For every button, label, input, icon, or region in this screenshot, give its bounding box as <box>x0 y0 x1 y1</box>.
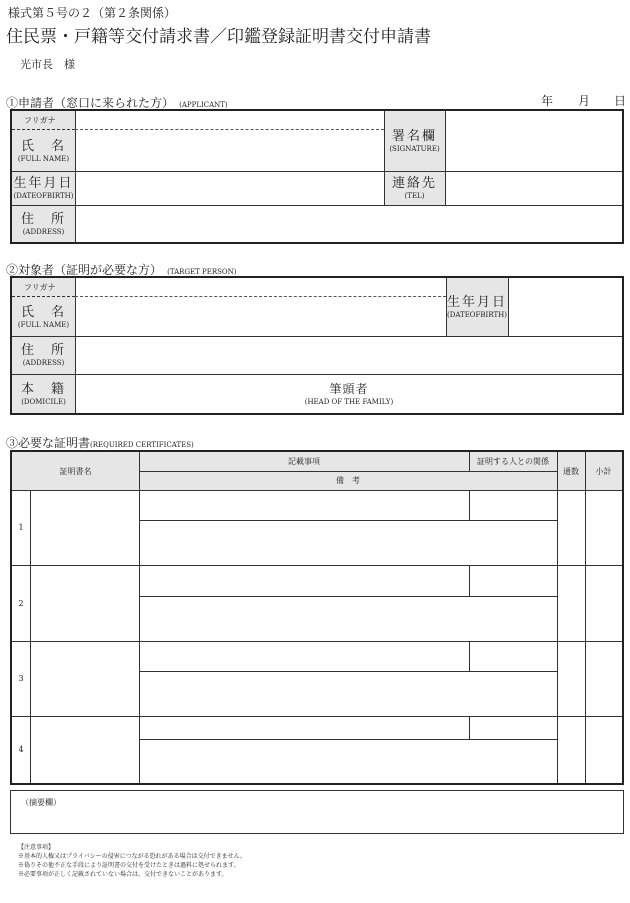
row-number: 2 <box>18 598 24 608</box>
certificates-table <box>10 450 624 785</box>
cert-subtotal-field[interactable] <box>586 566 622 641</box>
date-month-label: 月 <box>578 94 591 108</box>
cert-name-field[interactable] <box>31 717 139 783</box>
cert-subtotal-field[interactable] <box>586 642 622 716</box>
cert-items-field[interactable] <box>140 717 469 739</box>
applicant-table <box>10 109 624 244</box>
certificates-section-title: ③必要な証明書(REQUIRED CERTIFICATES) <box>6 436 194 450</box>
date-day-label: 日 <box>614 94 627 108</box>
cert-notes-field[interactable] <box>140 672 557 716</box>
remarks-label: （摘要欄） <box>21 798 61 807</box>
target-furigana-label: フリガナ <box>24 283 56 292</box>
head-of-family-label: 筆頭者 <box>329 381 369 396</box>
cert-items-field[interactable] <box>140 642 469 671</box>
col-copies: 通数 <box>563 466 579 476</box>
target-address-field[interactable] <box>76 337 622 374</box>
cert-copies-field[interactable] <box>558 566 585 641</box>
target-address-label: 住 所 (ADDRESS) <box>20 343 66 367</box>
domicile-label: 本 籍 (DOMICILE) <box>20 381 66 406</box>
applicant-name-label: 氏 名 (FULL NAME) <box>17 138 70 163</box>
addressee: 光市長 様 <box>20 58 75 71</box>
note-line: ※必要事項が正しく記載されていない場合は、交付できないことがあります。 <box>18 871 228 878</box>
cert-subtotal-field[interactable] <box>586 491 622 565</box>
target-furigana-field[interactable] <box>76 278 446 296</box>
target-dob-field[interactable] <box>509 278 622 336</box>
contact-field[interactable] <box>446 172 622 205</box>
col-relation: 証明する人との関係 <box>477 457 549 466</box>
cert-notes-field[interactable] <box>140 597 557 641</box>
target-section-title: ②対象者（証明が必要な方） (TARGET PERSON) <box>6 263 237 277</box>
applicant-dob-label: 生年月日 (DATEOFBIRTH) <box>13 176 74 200</box>
applicant-name-field[interactable] <box>76 130 384 171</box>
col-items: 記載事項 <box>288 457 320 466</box>
cert-items-field[interactable] <box>140 491 469 520</box>
applicant-furigana-label: フリガナ <box>24 116 56 125</box>
cert-copies-field[interactable] <box>558 642 585 716</box>
cert-relation-field[interactable] <box>470 491 557 520</box>
target-dob-label: 生年月日 (DATEOFBIRTH) <box>446 294 507 319</box>
target-name-label: 氏 名 (FULL NAME) <box>17 304 70 329</box>
signature-field[interactable] <box>446 111 622 171</box>
cert-notes-field[interactable] <box>140 740 557 783</box>
applicant-dob-field[interactable] <box>76 172 384 205</box>
cert-relation-field[interactable] <box>470 717 557 739</box>
col-notes: 備 考 <box>336 476 360 485</box>
notes-block <box>18 843 246 879</box>
target-table <box>10 276 624 415</box>
note-line: ※基本的人権又はプライバシーの侵害につながる恐れがある場合は交付できません。 <box>18 853 246 860</box>
cert-name-field[interactable] <box>31 491 139 565</box>
cert-name-field[interactable] <box>31 642 139 716</box>
cert-copies-field[interactable] <box>558 717 585 783</box>
target-name-field[interactable] <box>76 297 446 336</box>
form-number: 様式第５号の２（第２条関係） <box>8 6 177 20</box>
remarks-box[interactable] <box>10 790 624 834</box>
form-title: 住民票・戸籍等交付請求書／印鑑登録証明書交付申請書 <box>6 27 431 47</box>
applicant-section-title: ①申請者（窓口に来られた方） (APPLICANT) <box>6 96 228 110</box>
cert-items-field[interactable] <box>140 566 469 596</box>
col-subtotal: 小計 <box>595 466 612 476</box>
notes-heading: 【注意事項】 <box>18 844 55 851</box>
col-cert-name: 証明書名 <box>59 466 92 476</box>
contact-label: 連絡先 (TEL) <box>391 176 437 200</box>
cert-notes-field[interactable] <box>140 521 557 565</box>
note-line: ※偽りその他不正な手段により証明書の交付を受けたときは過料に処せられます。 <box>18 862 240 869</box>
row-number: 3 <box>18 674 24 683</box>
cert-copies-field[interactable] <box>558 491 585 565</box>
cert-subtotal-field[interactable] <box>586 717 622 783</box>
domicile-field[interactable] <box>76 375 622 413</box>
cert-relation-field[interactable] <box>470 566 557 596</box>
row-number: 1 <box>18 523 24 532</box>
cert-name-field[interactable] <box>31 566 139 641</box>
signature-label: 署名欄 (SIGNATURE) <box>389 128 440 153</box>
applicant-furigana-field[interactable] <box>76 111 384 129</box>
applicant-address-label: 住 所 (ADDRESS) <box>20 211 66 236</box>
applicant-address-field[interactable] <box>76 206 622 242</box>
date-year-label: 年 <box>541 94 554 108</box>
head-of-family-label-en: (HEAD OF THE FAMILY) <box>304 397 394 406</box>
row-number: 4 <box>18 745 24 754</box>
cert-relation-field[interactable] <box>470 642 557 671</box>
